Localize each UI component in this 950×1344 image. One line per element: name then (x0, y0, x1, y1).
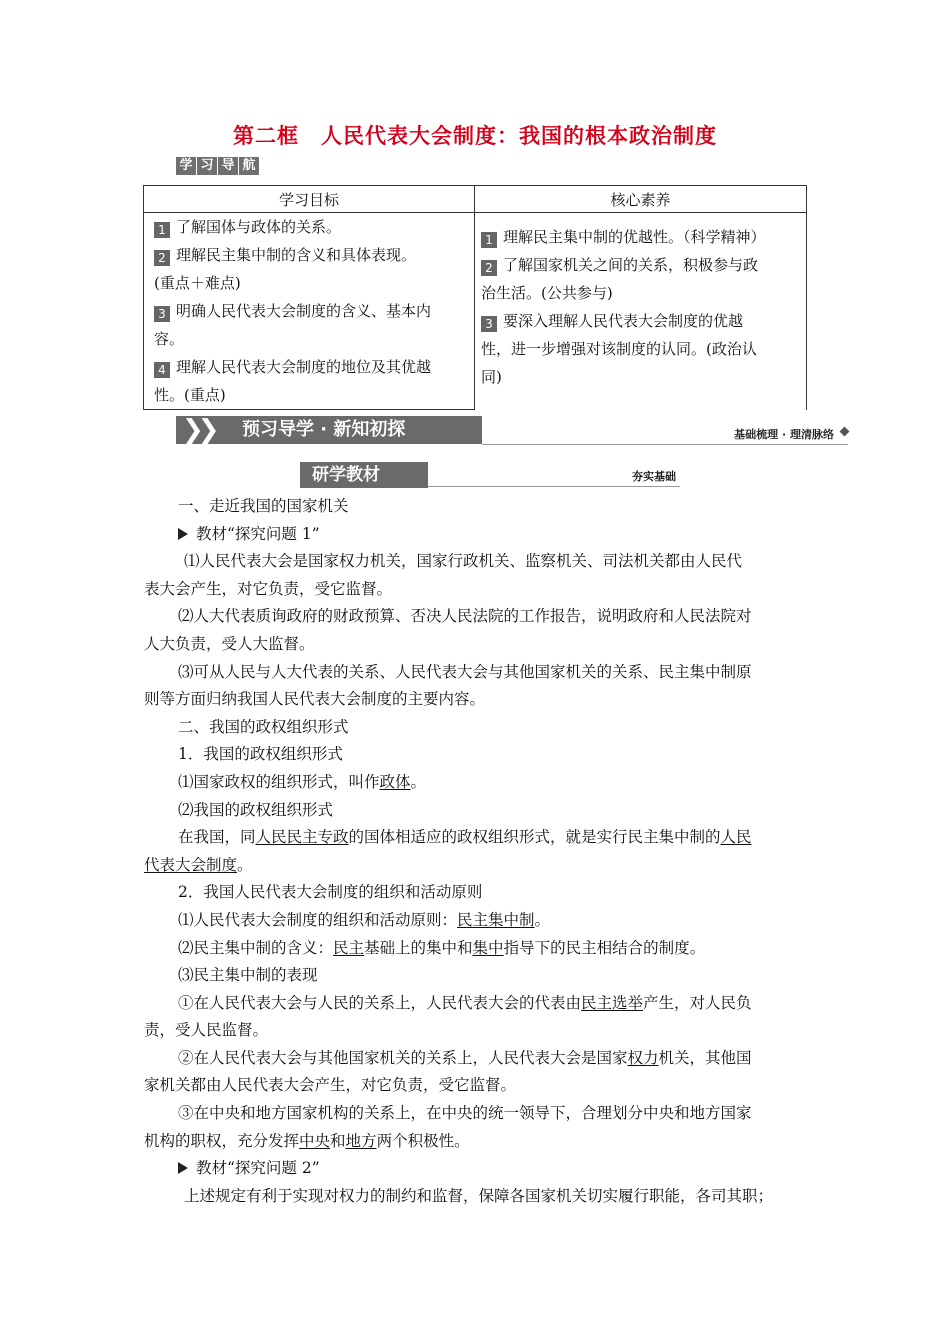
badge-char: 导 (218, 157, 238, 175)
paragraph-line (144, 1017, 808, 1045)
page-title: 第二框 人民代表大会制度：我国的根本政治制度 (233, 124, 717, 148)
paragraph-line (144, 576, 808, 604)
core-literacy-line (475, 307, 806, 335)
text-run: 。 (237, 855, 253, 874)
paragraph-line (144, 603, 808, 631)
paragraph-line (144, 907, 808, 935)
text-run: 二、我国的政权组织形式 (178, 717, 349, 736)
number-badge: 1 (154, 222, 170, 238)
diamond-icon (840, 427, 850, 437)
banner-title: 预习导学 · 新知初探 (242, 419, 406, 440)
core-literacy-line (475, 223, 806, 251)
text-run: 机关，其他国 (658, 1048, 752, 1067)
core-literacy-text: 理解民主集中制的优越性。（科学精神） (503, 228, 766, 246)
paragraph-line (144, 741, 808, 769)
core-literacy-line (475, 279, 806, 307)
core-literacy-text: 了解国家机关之间的关系，积极参与政 (503, 256, 759, 274)
paragraph-line (144, 1128, 808, 1156)
text-run: 在我国，同 (178, 828, 256, 847)
paragraph-line (144, 990, 808, 1018)
text-run: ⑵我国的政权组织形式 (178, 800, 334, 819)
core-literacy-line (475, 251, 806, 279)
paragraph-line (144, 521, 808, 549)
underlined-answer: 民主选举 (581, 993, 644, 1012)
number-badge: 3 (481, 316, 497, 332)
study-title: 研学教材 (300, 462, 428, 488)
core-literacy-text: 要深入理解人民代表大会制度的优越 (503, 312, 744, 330)
core-literacy-line (475, 335, 806, 363)
paragraph-line (144, 797, 808, 825)
paragraph-line (144, 714, 808, 742)
learning-goal-line (144, 381, 474, 409)
text-run: ③在中央和地方国家机构的关系上，在中央的统一领导下，合理划分中央和地方国家 (178, 1104, 752, 1123)
underlined-answer: 权力 (627, 1048, 659, 1067)
header-learning-goals: 学习目标 (144, 186, 475, 213)
paragraph-line (144, 1183, 808, 1211)
learning-goals-cell (144, 213, 475, 410)
preview-banner (176, 412, 848, 448)
paragraph-line (144, 659, 808, 687)
underlined-answer: 民主 (333, 938, 365, 957)
text-run: 基础上的集中和 (364, 938, 473, 957)
learning-goal-text: 理解民主集中制的含义和具体表现。 (176, 246, 417, 264)
number-badge: 3 (154, 306, 170, 322)
number-badge: 2 (154, 250, 170, 266)
text-run: 1．我国的政权组织形式 (178, 745, 343, 764)
learning-goal-text: 了解国体与政体的关系。 (176, 218, 342, 236)
learning-goal-text: (重点＋难点) (154, 274, 241, 292)
text-run: 上述规定有利于实现对权力的制约和监督，保障各国家机关切实履行职能，各司其职； (184, 1186, 774, 1205)
learning-goal-text: 容。 (154, 330, 185, 348)
document-body (144, 493, 808, 1210)
paragraph-line (144, 1072, 808, 1100)
core-literacy-text: 性，进一步增强对该制度的认同。(政治认 (481, 340, 757, 358)
learning-goal-line (144, 325, 474, 353)
text-run: 家机关都由人民代表大会产生，对它负责，受它监督。 (144, 1076, 517, 1095)
text-run: 和 (330, 1131, 346, 1150)
paragraph-line (144, 962, 808, 990)
text-run: 指导下的民主相结合的制度。 (503, 938, 706, 957)
study-guide-badge (176, 157, 259, 175)
chevron-right-icon: ❯❯ (182, 415, 214, 445)
text-run: 2．我国人民代表大会制度的组织和活动原则 (178, 883, 483, 902)
learning-goal-line (144, 213, 474, 241)
header-core-literacy: 核心素养 (475, 186, 807, 213)
underlined-answer: 地方 (345, 1131, 377, 1150)
text-run: 人大负责，受人大监督。 (144, 634, 315, 653)
banner-subtitle: 基础梳理 · 理清脉络 (734, 428, 834, 441)
badge-char: 航 (239, 157, 259, 175)
text-run: 两个积极性。 (376, 1131, 470, 1150)
text-run: ⑶可从人民与人大代表的关系、人民代表大会与其他国家机关的关系、民主集中制原 (178, 662, 752, 681)
paragraph-line (144, 879, 808, 907)
paragraph-line (144, 1100, 808, 1128)
paragraph-line (144, 824, 808, 852)
paragraph-line (144, 1155, 808, 1183)
core-literacy-line (475, 363, 806, 391)
text-run: 的国体相适应的政权组织形式，就是实行民主集中制的 (348, 828, 721, 847)
paragraph-line (144, 1045, 808, 1073)
text-run: ⑴国家政权的组织形式，叫作 (178, 772, 380, 791)
learning-goal-text: 明确人民代表大会制度的含义、基本内 (176, 302, 432, 320)
text-run: ⑵民主集中制的含义： (178, 938, 334, 957)
badge-char: 学 (176, 157, 196, 175)
text-run: 一、走近我国的国家机关 (178, 497, 349, 515)
badge-char: 习 (197, 157, 217, 175)
underlined-answer: 代表大会制度 (144, 855, 238, 874)
number-badge: 2 (481, 260, 497, 276)
paragraph-line (144, 631, 808, 659)
underlined-answer: 集中 (472, 938, 504, 957)
study-section-header (300, 462, 680, 488)
underlined-answer: 政体 (379, 772, 411, 791)
text-run: ⑴人民代表大会制度的组织和活动原则： (178, 910, 458, 929)
learning-goal-line (144, 269, 474, 297)
text-run: 教材“探究问题 2” (196, 1159, 320, 1178)
play-marker-icon (178, 1162, 188, 1174)
learning-goal-line (144, 297, 474, 325)
text-run: ②在人民代表大会与其他国家机关的关系上，人民代表大会是国家 (178, 1048, 628, 1067)
play-marker-icon (178, 528, 188, 540)
core-literacy-cell (475, 213, 807, 410)
goals-table (143, 185, 807, 410)
text-run: 教材“探究问题 1” (196, 524, 320, 543)
text-run: 。 (410, 772, 427, 791)
learning-goal-text: 性。(重点) (154, 386, 226, 404)
paragraph-line (144, 548, 808, 576)
core-literacy-text: 同) (481, 368, 502, 386)
underlined-answer: 民主集中制 (457, 910, 535, 929)
paragraph-line (144, 769, 808, 797)
learning-goal-text: 理解人民代表大会制度的地位及其优越 (176, 358, 432, 376)
learning-goal-line (144, 353, 474, 381)
paragraph-line (144, 935, 808, 963)
text-run: ⑵人大代表质询政府的财政预算、否决人民法院的工作报告，说明政府和人民法院对 (178, 607, 752, 626)
text-run: 产生，对人民负 (643, 993, 752, 1012)
number-badge: 4 (154, 362, 170, 378)
text-run: ⑶民主集中制的表现 (178, 966, 318, 985)
text-run: 。 (534, 910, 551, 929)
text-run: 则等方面归纳我国人民代表大会制度的主要内容。 (144, 690, 486, 709)
text-run: 责，受人民监督。 (144, 1021, 269, 1040)
text-run: ⑴人民代表大会是国家权力机关，国家行政机关、监察机关、司法机关都由人民代 (184, 552, 743, 571)
paragraph-line (144, 686, 808, 714)
number-badge: 1 (481, 232, 497, 248)
text-run: 表大会产生，对它负责，受它监督。 (144, 579, 393, 598)
text-run: 机构的职权，充分发挥 (144, 1131, 300, 1150)
text-run: ①在人民代表大会与人民的关系上，人民代表大会的代表由 (178, 993, 582, 1012)
underlined-answer: 人民民主专政 (255, 828, 349, 847)
underlined-answer: 中央 (299, 1131, 331, 1150)
divider (482, 444, 848, 445)
core-literacy-text: 治生活。(公共参与) (481, 284, 613, 302)
study-subtitle: 夯实基础 (632, 470, 676, 483)
paragraph-line (144, 852, 808, 880)
paragraph-line (144, 493, 808, 521)
underlined-answer: 人民 (720, 828, 752, 847)
learning-goal-line (144, 241, 474, 269)
